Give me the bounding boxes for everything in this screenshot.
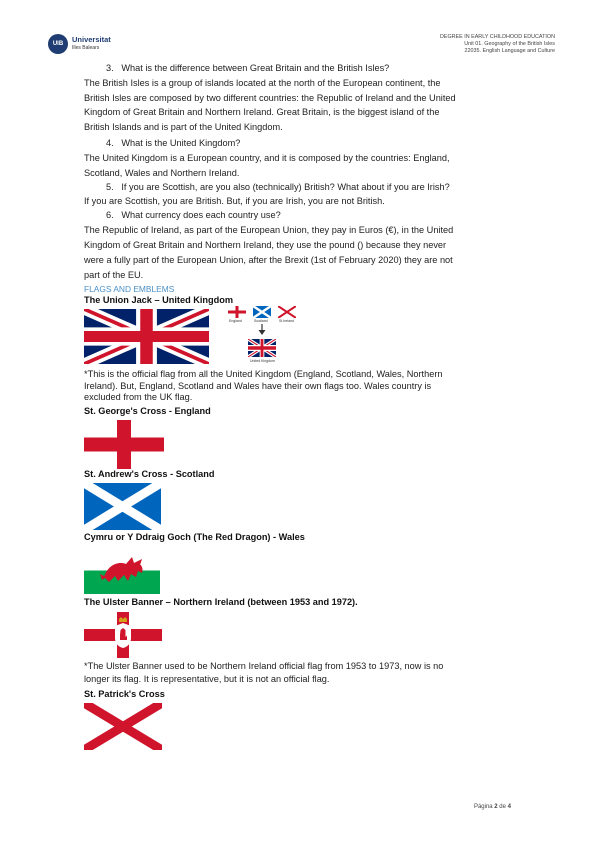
st-george-flag <box>84 420 164 469</box>
question-4: 4. What is the United Kingdom? <box>106 138 241 148</box>
england-mini-flag <box>228 306 246 318</box>
header-degree: DEGREE IN EARLY CHILDHOOD EDUCATION <box>439 34 555 40</box>
ulster-note: *The Ulster Banner used to be Northern Ireland official flag from 1953 to 1973, now is no longer its flag. It is representative, but it is not an official flag. <box>84 661 444 684</box>
question-3: 3. What is the difference between Great Britain and the British Isles? <box>106 63 390 73</box>
wales-title: Cymru or Y Ddraig Goch (The Red Dragon) - Wales <box>84 532 305 542</box>
answer-4: The United Kingdom is a European country, and it is composed by the countries: England, Scotland, Wales and Northern Ireland. <box>84 153 450 178</box>
ulster-title: The Ulster Banner – Northern Ireland (between 1953 and 1972). <box>84 597 358 607</box>
page-number: Página 2 de 4 <box>473 804 511 810</box>
scotland-title: St. Andrew's Cross - Scotland <box>84 469 215 479</box>
england-title: St. George's Cross - England <box>84 406 211 416</box>
label-england: England <box>229 319 242 323</box>
arrow-down-icon <box>257 324 267 336</box>
label-scotland: Scotland <box>254 319 268 323</box>
union-note: *This is the official flag from all the United Kingdom (England, Scotland, Wales, Northern Ireland). But, England, Scotland and Wales have their own flags too. Wales country is excluded from the UK flag. <box>84 369 443 402</box>
ireland-mini-flag <box>278 306 296 318</box>
question-6: 6. What currency does each country use? <box>106 210 281 220</box>
section-title: FLAGS AND EMBLEMS <box>84 284 175 294</box>
header-unit: Unit 01. Geography of the British Isles <box>464 41 555 47</box>
logo-sub: Illes Balears <box>72 45 100 51</box>
uk-mini-flag <box>248 339 276 357</box>
header-course: 22035. English Language and Culture <box>464 48 555 54</box>
header-info <box>440 34 555 55</box>
union-jack-flag <box>84 309 209 364</box>
st-patrick-title: St. Patrick's Cross <box>84 689 165 699</box>
st-patrick-flag <box>84 703 162 750</box>
union-composition-diagram <box>226 306 326 366</box>
red-dragon-flag <box>84 547 160 594</box>
st-andrew-flag <box>84 483 161 530</box>
logo-emblem-icon: UIB <box>48 34 68 54</box>
question-5: 5. If you are Scottish, are you also (technically) British? What about if you are Irish? <box>106 182 450 192</box>
logo-name: Universitat <box>72 35 111 44</box>
ulster-banner-flag <box>84 612 162 658</box>
label-ireland: St Ireland <box>279 319 294 323</box>
answer-3: The British Isles is a group of islands located at the north of the European continent, the British Isles are composed by two different countries: the Republic of Ireland and the United Kingdom of Great Britain and Northern Ireland. Great Britain, is the biggest island of the British Islands and is part of the United Kingdom. <box>84 78 456 132</box>
university-logo <box>48 30 128 58</box>
label-uk: United Kingdom <box>250 359 275 363</box>
answer-6: The Republic of Ireland, as part of the European Union, they pay in Euros (€), in the United Kingdom of Great Britain and Northern Ireland, they use the pound () because they never were a fully part of the European Union, after the Brexit (1st of February 2020) they are not part of the EU. <box>84 225 454 280</box>
scotland-mini-flag <box>253 306 271 318</box>
answer-5: If you are Scottish, you are British. But, if you are Irish, you are not British. <box>84 196 385 206</box>
union-jack-title: The Union Jack – United Kingdom <box>84 295 234 305</box>
